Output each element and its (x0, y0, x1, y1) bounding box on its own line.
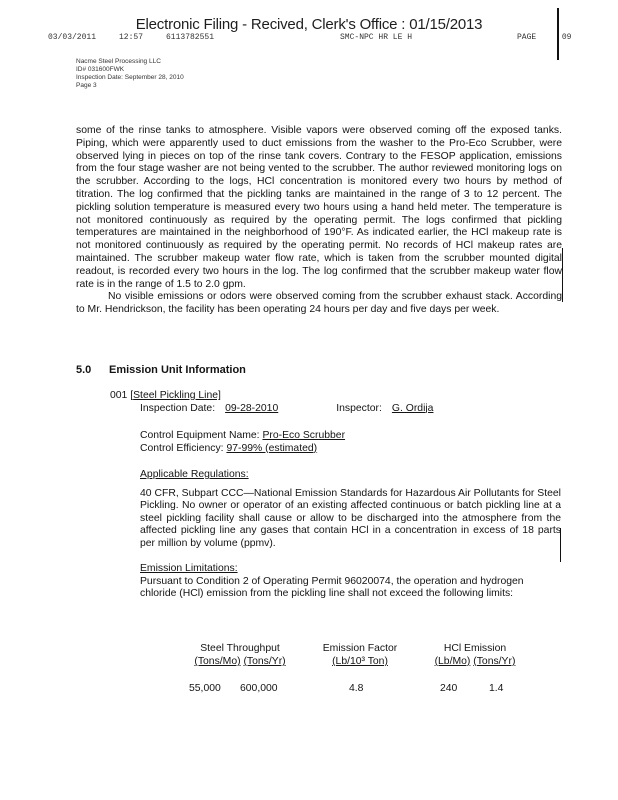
inspector-label: Inspector: (336, 402, 382, 414)
letter-header-company: Nacme Steel Processing LLC (76, 58, 161, 65)
inspector-value: G. Ordija (391, 402, 434, 414)
hcl-units (420, 655, 530, 668)
section-heading (76, 364, 246, 376)
control-equipment-value: Pro-Eco Scrubber (262, 430, 346, 441)
throughput-units (176, 655, 304, 668)
table-col-factor (312, 642, 408, 668)
hcl-title: HCl Emission (443, 643, 507, 654)
table-col-throughput (176, 642, 304, 668)
fax-time: 12:57 (119, 33, 144, 42)
section-title: Emission Unit Information (109, 364, 246, 376)
control-equipment-row (140, 430, 345, 443)
regulations-block (140, 469, 561, 551)
fax-date: 03/03/2011 (48, 33, 97, 42)
letter-header (76, 58, 184, 90)
cell-emission-factor: 4.8 (349, 683, 364, 694)
letter-header-id: ID# 031600FWK (76, 66, 125, 73)
factor-unit: (Lb/10³ Ton) (332, 656, 388, 667)
cell-tons-year: 600,000 (240, 683, 278, 694)
inspection-row (110, 403, 433, 416)
inspection-date-label: Inspection Date: (140, 402, 216, 414)
throughput-unit-year: (Tons/Yr) (243, 656, 286, 667)
table-col-hcl (420, 642, 530, 668)
fax-page-number: 09 (561, 33, 572, 42)
body-paragraph-2: No visible emissions or odors were observed coming from the scrubber exhaust stack. According to Mr. Hendrickson, the facility has been operating 24 hours per day and five days per week. (76, 291, 562, 316)
control-equipment-label: Control Equipment Name: (140, 430, 260, 441)
fax-page-word: PAGE (517, 33, 537, 42)
scan-line-top (557, 8, 559, 60)
fax-number: 6113782551 (166, 33, 215, 42)
cell-tons-month: 55,000 (189, 683, 221, 694)
unit-id (110, 390, 433, 403)
throughput-title: Steel Throughput (200, 643, 280, 654)
fax-page-label (517, 33, 571, 42)
unit-id-name: Steel Pickling Line] (133, 390, 221, 401)
limitations-block (140, 563, 558, 601)
hcl-unit-year: (Tons/Yr) (473, 656, 516, 667)
regulations-text: 40 CFR, Subpart CCC—National Emission Standards for Hazardous Air Pollutants for Steel Pickling. No owner or operator of an existing affected continuous or batch pickling line at a steel pickling facility shall cause or allow to be discharged into the atmosphere from the affected pickling line any gases that contain HCl in a concentration in excess of 18 parts per million by volume (ppmv). (140, 487, 561, 549)
section-number: 5.0 (76, 364, 92, 376)
body-text (76, 125, 562, 317)
hcl-unit-month: (Lb/Mo) (434, 656, 471, 667)
unit-block (110, 390, 433, 415)
letter-header-page: Page 3 (76, 82, 97, 89)
control-efficiency-value: 97-99% (estimated) (226, 442, 318, 454)
unit-id-prefix: 001 [ (110, 390, 134, 401)
cell-hcl-lb-month: 240 (440, 683, 458, 694)
letter-header-date: Inspection Date: September 28, 2010 (76, 74, 184, 81)
regulations-heading: Applicable Regulations: (140, 469, 249, 480)
clerk-filing-stamp: Electronic Filing - Recived, Clerk's Office : 01/15/2013 (135, 16, 483, 33)
limitations-heading: Emission Limitations: (140, 563, 238, 574)
fax-dept: SMC-NPC HR LE H (340, 33, 413, 42)
limitations-text: Pursuant to Condition 2 of Operating Permit 96020074, the operation and hydrogen chloride (HCl) emission from the pickling line shall not exceed the following limits: (140, 575, 524, 600)
body-paragraph-1: some of the rinse tanks to atmosphere. Visible vapors were observed coming off the exposed tanks. Piping, which were apparently used to duct emissions from the washer to the Pro-Eco Scrubber, were observed lying in pieces on top of the rinse tank covers. Contrary to the FESOP application, emissions from the four stage washer are not being vented to the scrubber. The author reviewed monitoring logs on the scrubber. According to the logs, HCl concentration is monitored every two hours by method of titration. The log confirmed that the pickling tanks are maintained in the range of 3 to 12 percent. The pickling solution temperature is measured every two hours using a hand held meter. The temperature is not monitored continuously as required by the operating permit. The logs confirmed that pickling temperatures are maintained in the neighborhood of 190°F. As indicated earlier, the HCl makeup rate is not monitored continuously as required by the operating permit. No records of HCl makeup rates are maintained. The scrubber makeup water flow rate, which is taken from the scrubber mounted digital readout, is recorded every two hours in the log. The log confirmed that the scrubber makeup water flow rate is in the range of 1.5 to 2.0 gpm. (76, 125, 562, 290)
factor-title: Emission Factor (322, 643, 398, 654)
control-efficiency-label: Control Efficiency: (140, 442, 224, 454)
control-block (140, 430, 345, 455)
inspection-date-value: 09-28-2010 (225, 402, 279, 414)
cell-hcl-tons-year: 1.4 (489, 683, 504, 694)
control-efficiency-row (140, 443, 345, 456)
throughput-unit-month: (Tons/Mo) (194, 656, 241, 667)
scan-line-right (562, 248, 563, 302)
